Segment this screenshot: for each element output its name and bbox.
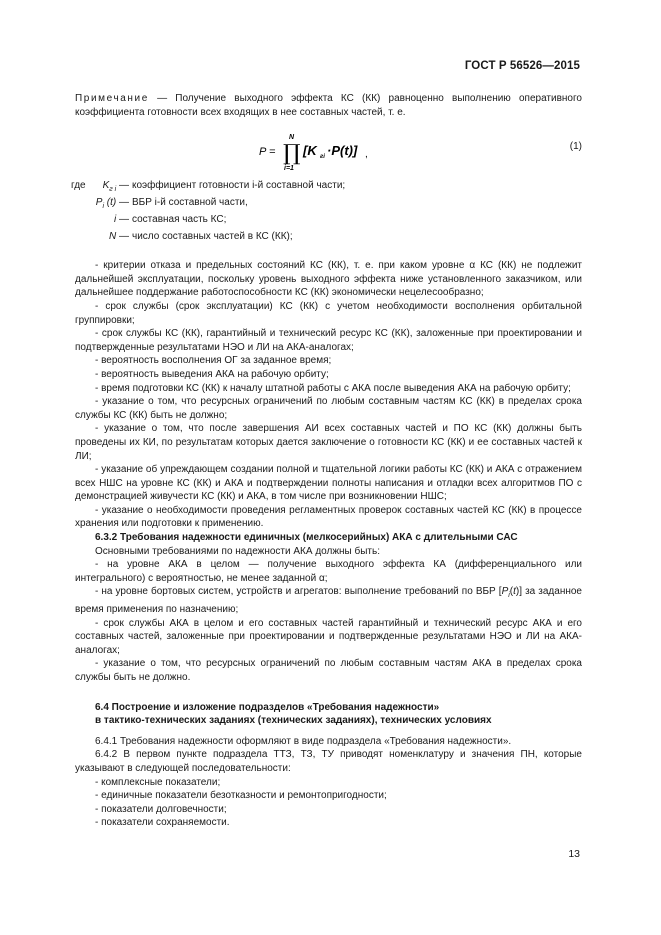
legend-text: коэффициент готовности i-й составной части; <box>132 180 346 192</box>
formula-op-bottom: i=1 <box>284 165 294 173</box>
formula-body: [K <box>303 143 317 159</box>
document-body <box>71 92 582 830</box>
formula-tail: , <box>365 149 368 161</box>
list-item: - комплексные показатели; <box>95 776 221 788</box>
list-item: - единичные показатели безотказности и ремонтопригодности; <box>95 790 387 802</box>
note-label: Примечание <box>75 93 149 104</box>
document-standard-header: ГОСТ Р 56526—2015 <box>464 60 580 72</box>
paragraph-642: 6.4.2 В первом пункте подраздела ТТЗ, ТЗ, ТУ приводят номенклатуру и значения ПН, которые указывают в следующей последовательности: <box>75 749 582 774</box>
legend-row <box>75 213 582 230</box>
legend-symbol: $P_i$ (t) — <box>95 197 129 211</box>
legend-text: число составных частей в КС (КК); <box>132 231 293 243</box>
list-item: - время подготовки КС (КК) к началу штатной работы с АКА после выведения АКА на рабочую орбиту; <box>95 382 571 394</box>
section-64-title-line2: в тактико-технических заданиях (технических заданиях), технических условиях <box>95 715 492 727</box>
note-paragraph <box>75 92 582 119</box>
page-number: 13 <box>568 848 580 860</box>
list-item: - вероятность выведения АКА на рабочую орбиту; <box>95 368 329 380</box>
list-item: - срок службы АКА в целом и его составных частей гарантийный и технический ресурс АКА и его составных частей, заложенные при проектировании и подтвержденные результатами НЭО и ЛИ на АКА-аналогах; <box>75 617 582 656</box>
list-item: - на уровне АКА в целом — получение выходного эффекта КА (дифференциального или интегрального) с вероятностью, не менее заданной α; <box>75 559 582 584</box>
list-item: - указание о том, что ресурсных ограничений по любым составным частям АКА в пределах срока службы быть не должно. <box>75 658 582 683</box>
formula-op-top: N <box>289 134 295 142</box>
legend-symbol: $K_{г i}$ — <box>102 180 129 194</box>
list-item: - вероятность восполнения ОГ за заданное время; <box>95 355 332 367</box>
formula-expression <box>259 131 369 178</box>
list-item: - срок службы (срок эксплуатации) КС (КК) с учетом необходимости восполнения орбитальной группировки; <box>75 300 582 326</box>
legend-row <box>75 196 582 213</box>
formula-lhs: P = <box>259 146 276 159</box>
legend-row <box>75 230 582 247</box>
list-item: - показатели сохраняемости. <box>95 817 230 829</box>
formula-legend <box>71 179 582 247</box>
list-item: - указание об упреждающем создании полной и тщательной логики работы КС (КК) и АКА с отражением всех НШС на уровне КС (КК) и АКА и подтверждении полноты написания и отладки всех алгоритмов ПО с демонстрацией живучести КС (КК) и АКА, в том числе при возникновении НШС; <box>75 464 582 503</box>
list-item: - срок службы КС (КК), гарантийный и технический ресурс КС (КК), заложенные при проектировании и подтвержденные результатами НЭО и ЛИ на АКА-аналогах; <box>75 328 582 353</box>
legend-row <box>71 179 582 196</box>
section-64-title-line1: 6.4 Построение и изложение подразделов «Требования надежности» <box>95 701 440 713</box>
list-item: - указание о том, что после завершения АИ всех составных частей и ПО КС (КК) должны быть проведены их КИ, по результатам которых дается заключение о готовности КС (КК) и ее составных частей к ЛИ; <box>75 423 582 462</box>
note-text: — Получение выходного эффекта КС (КК) равноценно выполнению оперативного коэффициента готовности всех входящих в нее составных частей, т. е. <box>75 93 582 118</box>
legend-text: ВБР i-й составной части, <box>132 197 248 209</box>
paragraph-641: 6.4.1 Требования надежности оформляют в виде подраздела «Требования надежности». <box>95 735 512 747</box>
formula-1 <box>75 127 582 175</box>
legend-symbol: i — <box>113 214 129 226</box>
formula-svg <box>259 131 369 173</box>
list-item: - на уровне бортовых систем, устройств и агрегатов: выполнение требований по ВБР $[P_i(t)]$ за заданное время применения по назначению; <box>75 586 582 616</box>
formula-body-sub: гi <box>320 154 325 161</box>
legend-symbol: N — <box>108 231 129 243</box>
formula-number: (1) <box>569 141 582 153</box>
formula-body-rest: ·P(t)] <box>327 143 358 159</box>
section-632-title: 6.3.2 Требования надежности единичных (мелкосерийных) АКА с длительными САС <box>95 532 518 544</box>
legend-where: где <box>71 180 86 192</box>
legend-text: составная часть КС; <box>132 214 227 226</box>
requirements-list <box>75 259 582 531</box>
list-item: - показатели долговечности; <box>95 803 227 815</box>
section-632-intro: Основными требованиями по надежности АКА должны быть: <box>95 545 380 557</box>
list-item: - указание о том, что ресурсных ограничений по любым составным частям КС (КК) в пределах срока службы КС (КК) быть не должно; <box>75 396 582 421</box>
list-item: - указание о необходимости проведения регламентных проверок составных частей КС (КК) в процессе хранения или подготовки к применению. <box>75 504 582 530</box>
list-item: - критерии отказа и предельных состояний КС (КК), т. е. при каком уровне α КС (КК) не подлежит дальнейшей эксплуатации, поскольку уровень выходного эффекта ниже установленного заказчиком, или дальнейшее поддержание работоспособности КС (КК) экономически нецелесообразно; <box>75 260 582 299</box>
formula-product-symbol: ∏ <box>283 141 301 167</box>
